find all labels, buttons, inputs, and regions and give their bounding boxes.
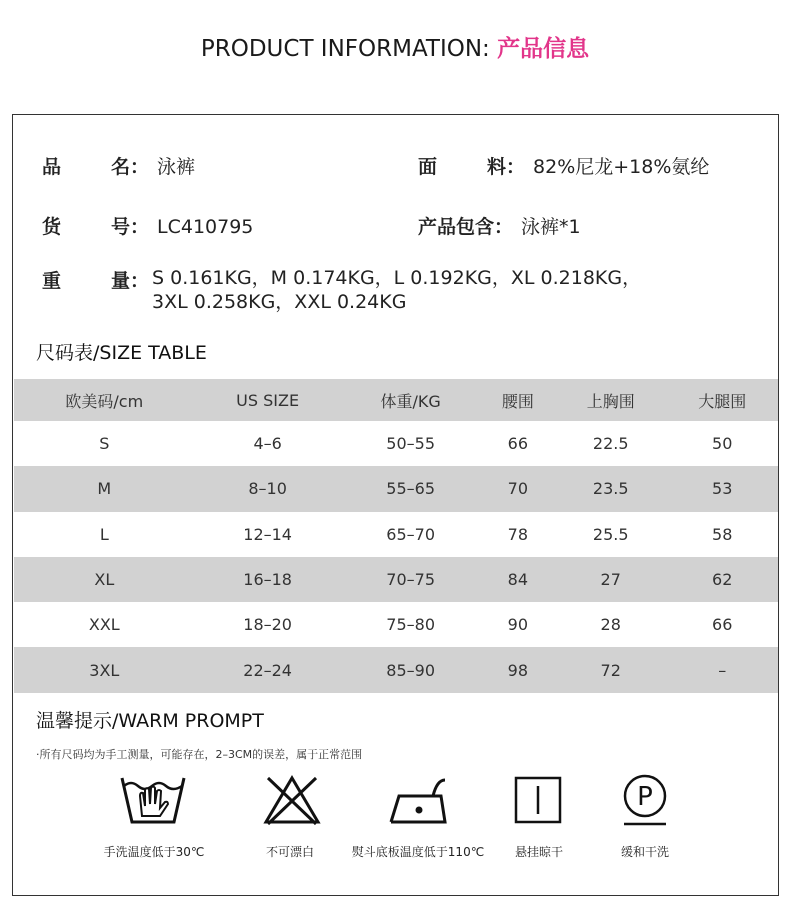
name-label: 品 名	[42, 156, 130, 178]
table-row	[14, 647, 778, 692]
table-cell: 4–6	[253, 434, 282, 454]
package-value: 泳裤*1	[521, 216, 581, 238]
table-cell: 16–18	[243, 570, 292, 590]
size-table-header-row	[14, 379, 778, 421]
iron-low-icon	[387, 772, 449, 828]
care-label-no-bleach: 不可漂白	[265, 845, 314, 859]
header-cell: 腰围	[481, 379, 555, 421]
header-cell: 上胸围	[555, 379, 666, 421]
table-cell: 75–80	[386, 615, 436, 635]
table-cell: 65–70	[386, 524, 436, 544]
dry-clean-p-icon	[618, 772, 672, 828]
info-package-row: 产品包含： 泳裤*1	[418, 212, 581, 239]
table-cell: M	[97, 479, 112, 499]
table-cell: 66	[507, 434, 528, 454]
warm-prompt-title: 温馨提示/WARM PROMPT	[36, 710, 264, 732]
table-cell: 22–24	[243, 660, 292, 680]
table-cell: 85–90	[386, 660, 436, 680]
table-cell: 70–75	[386, 570, 436, 590]
hand-wash-icon	[118, 772, 188, 828]
table-cell: 12–14	[243, 524, 292, 544]
table-cell: XXL	[88, 615, 120, 635]
table-row	[14, 466, 778, 511]
table-cell: 72	[600, 660, 621, 680]
table-row	[14, 602, 778, 647]
table-cell: 78	[507, 524, 528, 544]
table-cell: 70	[507, 479, 528, 499]
weight-line-1: S 0.161KG，M 0.174KG，L 0.192KG，XL 0.218KG，	[152, 267, 642, 289]
table-cell: 28	[600, 615, 621, 635]
name-value: 泳裤	[157, 156, 196, 178]
header-cell: US SIZE	[195, 379, 341, 421]
weight-label: 重 量	[42, 270, 130, 292]
header-title-cn: 产品信息	[497, 36, 590, 62]
table-cell: 58	[712, 524, 733, 544]
package-label: 产品包含	[418, 216, 495, 238]
table-cell: 25.5	[592, 524, 629, 544]
care-label-line-dry: 悬挂晾干	[514, 845, 563, 859]
page-header	[0, 30, 790, 63]
info-sku-row: 货 号 ： LC410795	[42, 212, 253, 239]
table-cell: 8–10	[248, 479, 287, 499]
info-weight-row: 重 量 ：	[42, 266, 157, 293]
measurement-note: ·所有尺码均为手工测量，可能存在，2–3CM的误差，属于正常范围	[36, 748, 363, 761]
fabric-label: 面 料	[418, 156, 506, 178]
table-cell: 23.5	[592, 479, 629, 499]
care-label-iron: 熨斗底板温度低于110℃	[351, 845, 485, 859]
size-table	[14, 379, 778, 693]
table-cell: XL	[94, 570, 115, 590]
table-row	[14, 512, 778, 557]
table-cell: 66	[712, 615, 733, 635]
info-fabric-row: 面 料 ： 82%尼龙+18%氨纶	[418, 152, 709, 179]
dry-clean-p-letter: P	[637, 782, 653, 812]
info-name-row: 品 名 ： 泳裤	[42, 152, 195, 179]
fabric-value: 82%尼龙+18%氨纶	[533, 156, 710, 178]
table-cell: 90	[507, 615, 528, 635]
table-cell: 84	[507, 570, 528, 590]
table-cell: 50	[712, 434, 733, 454]
table-cell: 53	[712, 479, 733, 499]
care-label-dry-clean: 缓和干洗	[620, 845, 669, 859]
table-cell: 98	[507, 660, 528, 680]
table-cell: S	[99, 434, 110, 454]
size-table-title: 尺码表/SIZE TABLE	[36, 342, 207, 364]
table-cell: –	[718, 660, 727, 680]
care-label-hand-wash: 手洗温度低于30℃	[103, 845, 205, 859]
header-cell: 体重/KG	[341, 379, 481, 421]
header-cell: 欧美码/cm	[14, 379, 195, 421]
table-cell: 22.5	[592, 434, 629, 454]
weight-values	[152, 266, 641, 314]
table-cell: 18–20	[243, 615, 292, 635]
table-row	[14, 421, 778, 466]
table-cell: L	[99, 524, 109, 544]
weight-line-2: 3XL 0.258KG，XXL 0.24KG	[152, 291, 407, 313]
table-cell: 50–55	[386, 434, 436, 454]
sku-value: LC410795	[157, 216, 254, 238]
table-cell: 27	[600, 570, 621, 590]
no-bleach-icon	[262, 772, 322, 828]
sku-label: 货 号	[42, 216, 130, 238]
header-title-en: PRODUCT INFORMATION:	[200, 36, 498, 62]
table-row	[14, 557, 778, 602]
table-cell: 3XL	[89, 660, 120, 680]
line-dry-icon	[513, 772, 563, 828]
table-cell: 55–65	[386, 479, 436, 499]
table-cell: 62	[712, 570, 733, 590]
header-cell: 大腿围	[666, 379, 778, 421]
